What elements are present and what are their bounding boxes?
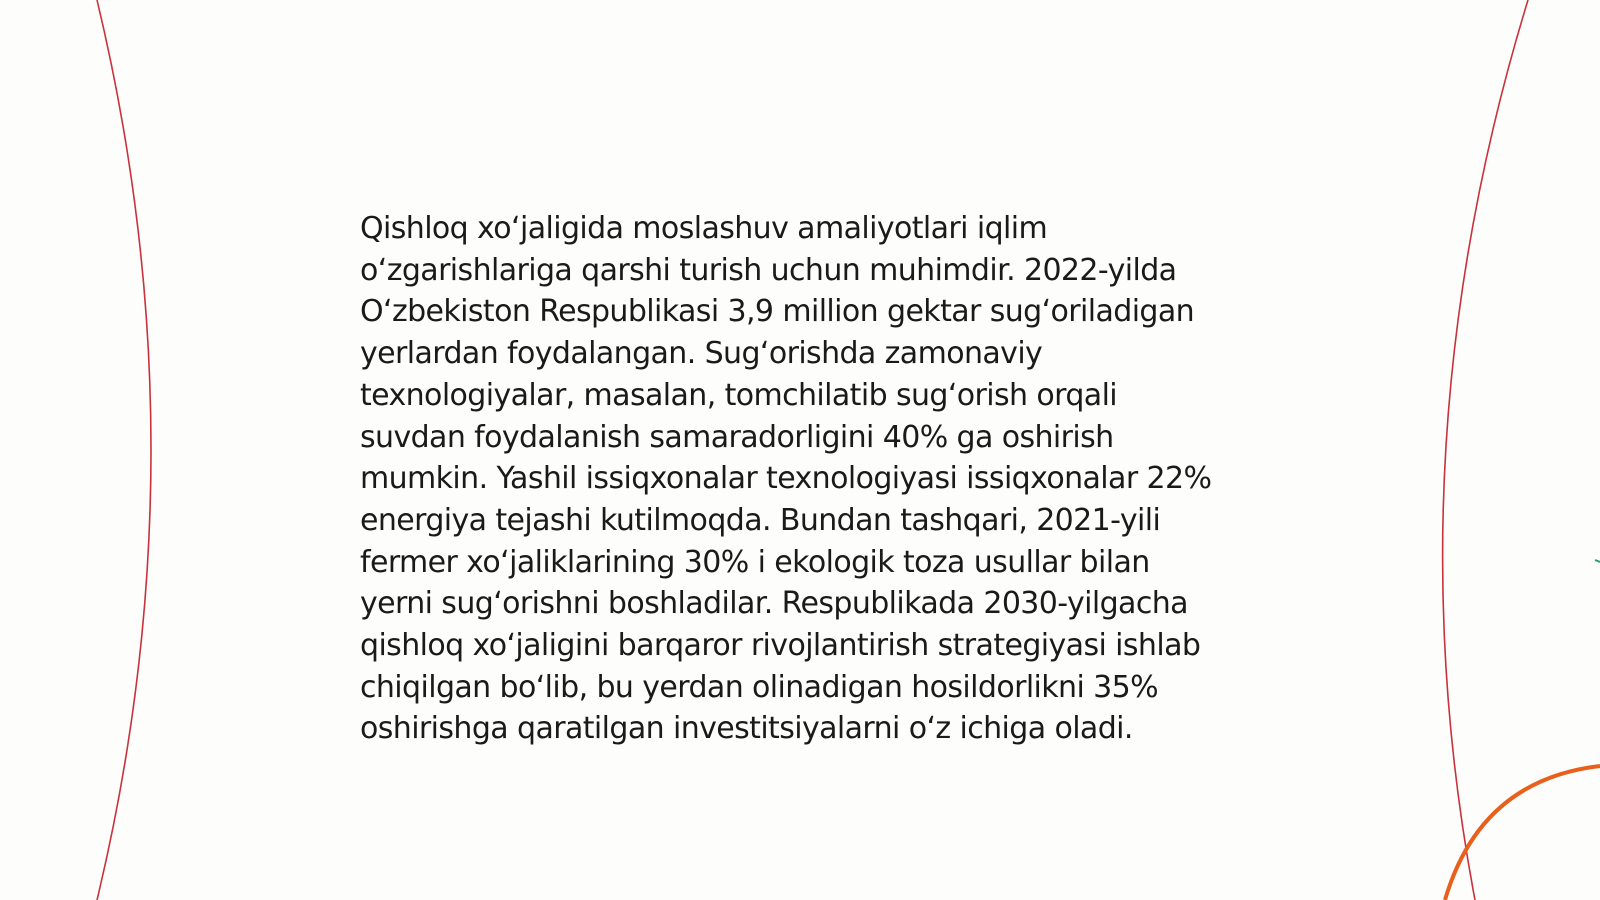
body-paragraph: Qishloq xo‘jaligida moslashuv amaliyotlari iqlim o‘zgarishlariga qarshi turish uchun muhimdir. 2022-yilda O‘zbekiston Respublikasi 3,9 million gektar sug‘oriladigan yerlardan foydalangan. Sug‘orishda zamonaviy texnologiyalar, masalan, tomchilatib sug‘orish orqali suvdan foydalanish samaradorligini 40% ga oshirish mumkin. Yashil issiqxonalar texnologiyasi issiqxonalar 22% energiya tejashi kutilmoqda. Bundan tashqari, 2021-yili fermer xo‘jaliklarining 30% i ekologik toza usullar bilan yerni sug‘orishni boshladilar. Respublikada 2030-yilgacha qishloq xo‘jaligini barqaror rivojlantirish strategiyasi ishlab chiqilgan bo‘lib, bu yerdan olinadigan hosildorlikni 35% oshirishga qaratilgan investitsiyalarni o‘z ichiga oladi. (360, 211, 1212, 747)
left-curve-line (97, 0, 151, 900)
right-curve-line (1443, 0, 1528, 900)
accent-arc (1445, 766, 1600, 900)
right-edge-mark (1595, 560, 1600, 562)
